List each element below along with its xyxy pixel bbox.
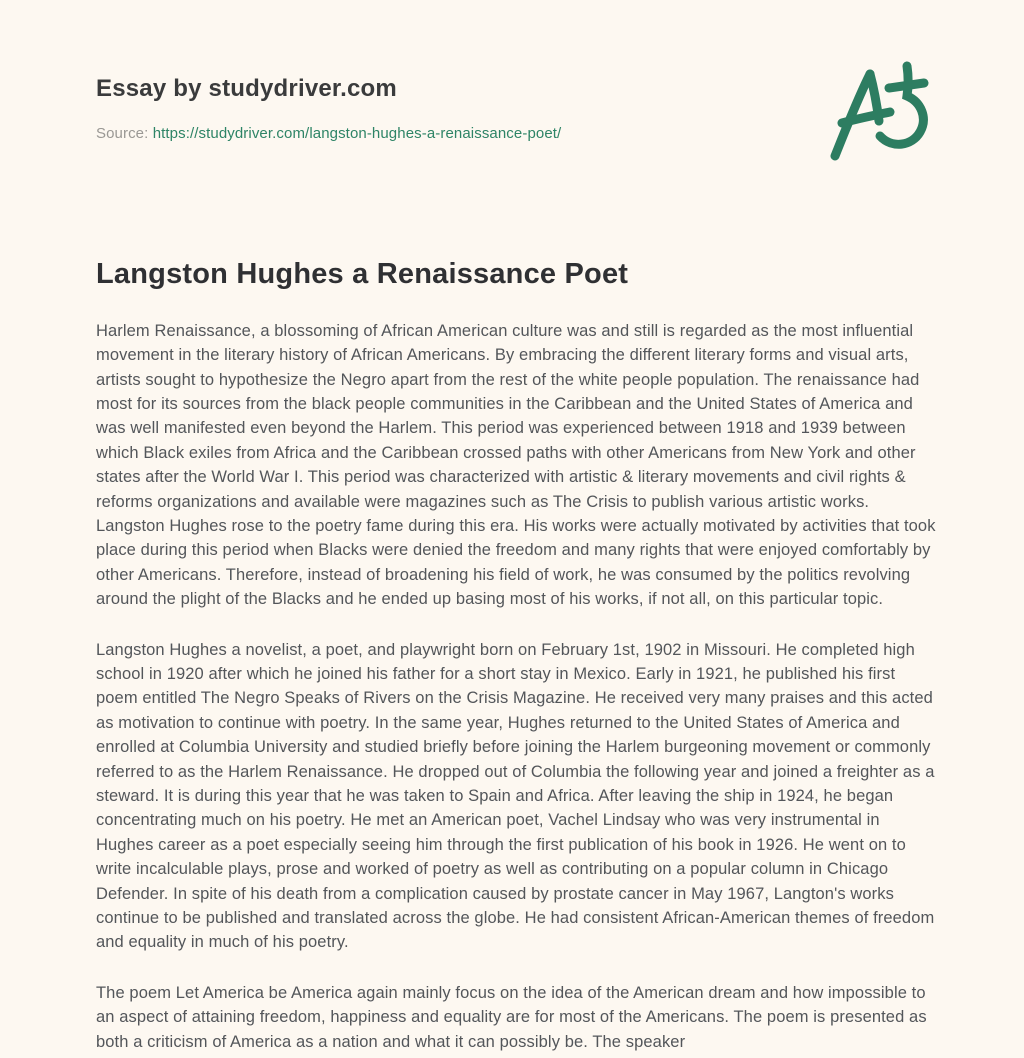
source-line: [96, 125, 936, 142]
page-header: [96, 76, 936, 142]
page-title: Essay by studydriver.com: [96, 75, 397, 102]
source-label: Source:: [96, 125, 149, 143]
essay-title: Langston Hughes a Renaissance Poet: [96, 258, 629, 291]
source-link[interactable]: https://studydriver.com/langston-hughes-a-renaissance-poet/: [152, 125, 562, 143]
essay-body: [96, 319, 936, 1054]
essay-paragraph: Harlem Renaissance, a blossoming of African American culture was and still is regarded as the most influential movement in the literary history of African Americans. By embracing the different literary forms and visual arts, artists sought to hypothesize the Negro apart from the rest of the white people population. The renaissance had most for its sources from the black people communities in the Caribbean and the United States of America and was well manifested even beyond the Harlem. This period was experienced between 1918 and 1939 between which Black exiles from Africa and the Caribbean crossed paths with other Americans from New York and other states after the World War I. This period was characterized with artistic & literary movements and civil rights & reforms organizations and available were magazines such as The Crisis to publish various artistic works. Langston Hughes rose to the poetry fame during this era. His works were actually motivated by activities that took place during this period when Blacks were denied the freedom and many rights that were enjoyed comfortably by other Americans. Therefore, instead of broadening his field of work, he was consumed by the politics revolving around the plight of the Blacks and he ended up basing most of his works, if not all, on this particular topic.: [96, 321, 936, 609]
essay-paragraph: The poem Let America be America again mainly focus on the idea of the American dream and how impossible to an aspect of attaining freedom, happiness and equality are for most of the Americans. The poem is presented as both a criticism of America as a nation and what it can possibly be. The speaker: [96, 983, 927, 1051]
a-plus-logo-icon: [828, 60, 938, 164]
essay-paragraph: Langston Hughes a novelist, a poet, and playwright born on February 1st, 1902 in Missouri. He completed high school in 1920 after which he joined his father for a short stay in Mexico. Early in 1921, he published his first poem entitled The Negro Speaks of Rivers on the Crisis Magazine. He received very many praises and this acted as motivation to continue with poetry. In the same year, Hughes returned to the United States of America and enrolled at Columbia University and studied briefly before joining the Harlem burgeoning movement or commonly referred to as the Harlem Renaissance. He dropped out of Columbia the following year and joined a freighter as a steward. It is during this year that he was taken to Spain and Africa. After leaving the ship in 1924, he began concentrating much on his poetry. He met an American poet, Vachel Lindsay who was very instrumental in Hughes career as a poet especially seeing him through the first publication of his book in 1926. He went on to write incalculable plays, prose and worked of poetry as well as contributing on a popular column in Chicago Defender. In spite of his death from a complication caused by prostate cancer in May 1967, Langton's works continue to be published and translated across the globe. He had consistent African-American themes of freedom and equality in much of his poetry.: [96, 640, 935, 952]
